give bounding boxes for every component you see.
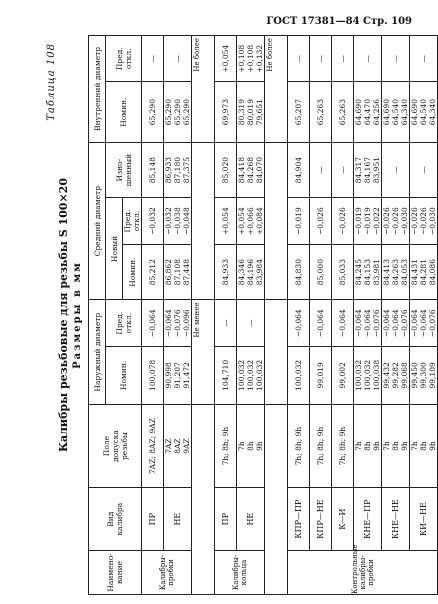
cell-worn: — [382, 142, 410, 198]
cell-worn: 84,317 84,167 83,951 [354, 142, 382, 198]
category-control: Контрольные калибры-пробки [288, 550, 438, 594]
table-row [164, 36, 192, 595]
cell-outer-deviation: −0,064 [142, 300, 164, 346]
cell-outer-deviation: — [237, 300, 265, 346]
note-not-more: Не более [192, 36, 215, 143]
table-row [382, 36, 410, 595]
cell-tolerance: 7h; 8h; 9h [288, 404, 310, 487]
cell-inner-deviation: — [382, 36, 410, 82]
cell-inner-deviation: +0,054 [215, 36, 237, 82]
cell-middle-nominal: 85,212 [142, 244, 164, 300]
cell-middle-deviation: −0,032 [142, 198, 164, 244]
cell-middle-deviation: −0,026 −0,026 −0,030 [410, 198, 438, 244]
cell-tolerance: 7h 8h 9h [382, 404, 410, 487]
cell-middle-nominal: 84,346 84,196 83,984 [237, 244, 265, 300]
table-row [332, 36, 354, 595]
cell-middle-nominal: 86,862 87,108 87,448 [164, 244, 192, 300]
cell-outer-nominal: 99,432 99,282 99,068 [382, 346, 410, 404]
header-outer-diameter: Наружный диаметр [89, 300, 106, 404]
cell-outer-nominal: 100,032 [288, 346, 310, 404]
table-head [89, 36, 142, 595]
table-subtitle: Размеры в мм [72, 261, 83, 369]
cell-outer-nominal: 100,078 [142, 346, 164, 404]
table-row [237, 36, 265, 595]
cell-middle-deviation: +0,054 +0,066 +0,084 [237, 198, 265, 244]
cell-inner-nominal: 80,319 80,019 79,651 [237, 82, 265, 142]
cell-worn: 85,148 [142, 142, 164, 198]
table-row [288, 36, 310, 595]
cell-outer-nominal: 100,032 100,032 100,038 [354, 346, 382, 404]
cell-inner-nominal: 64,690 64,470 64,256 [354, 82, 382, 142]
cell-view: К—И [332, 488, 354, 551]
category-rings: Калибры- кольца [215, 550, 265, 594]
table-row [310, 36, 332, 595]
cell-middle-deviation: −0,026 [310, 198, 332, 244]
cell-inner-deviation: — [142, 36, 164, 82]
cell-inner-deviation: — [164, 36, 192, 82]
cell-outer-deviation: −0,064 −0,076 −0,096 [164, 300, 192, 346]
cell-outer-nominal: 90,998 91,207 91,472 [164, 346, 192, 404]
cell-view: КИ—НЕ [410, 488, 438, 551]
cell-middle-nominal: 85,000 [310, 244, 332, 300]
cell-middle-deviation: −0,019 [288, 198, 310, 244]
cell-outer-nominal: 99,019 [310, 346, 332, 404]
cell-worn: — [410, 142, 438, 198]
cell-view: НЕ [164, 488, 192, 551]
cell-view: ПР [215, 488, 237, 551]
cell-tolerance: 7h 8h 9h [354, 404, 382, 487]
header-tolerance-field: Поле допуска резьбы [89, 404, 142, 487]
cell-view: КПР—НЕ [310, 488, 332, 551]
cell-middle-nominal: 84,413 84,263 84,053 [382, 244, 410, 300]
cell-inner-nominal: 65,290 [142, 82, 164, 142]
cell-tolerance: 7h 8h 9h [410, 404, 438, 487]
cell-middle-deviation: −0,026 [332, 198, 354, 244]
cell-middle-nominal: 84,431 84,281 84,086 [410, 244, 438, 300]
note-row [265, 36, 288, 595]
cell-outer-deviation: −0,064 −0,064 −0,076 [410, 300, 438, 346]
cell-inner-deviation: — [410, 36, 438, 82]
header-middle-nominal: Номин. [123, 244, 142, 300]
cell-outer-deviation: −0,064 −0,064 −0,076 [382, 300, 410, 346]
note-not-more: Не более [265, 36, 288, 143]
cell-outer-deviation: — [215, 300, 237, 346]
cell-middle-deviation: −0,032 −0,038 −0,048 [164, 198, 192, 244]
cell-tolerance: 7h 8h 9h [237, 404, 265, 487]
cell-outer-deviation: −0,064 [310, 300, 332, 346]
cell-middle-nominal: 85,033 [332, 244, 354, 300]
cell-view: КНЕ—ПР [354, 488, 382, 551]
calibers-table [88, 35, 438, 595]
cell-outer-deviation: −0,064 −0,064 −0,076 [354, 300, 382, 346]
cell-middle-nominal: 84,245 84,153 83,981 [354, 244, 382, 300]
table-row [142, 36, 164, 595]
cell-inner-deviation: — [310, 36, 332, 82]
table-title: Калибры резьбовые для резьбы S 100×20 [57, 178, 70, 452]
cell-middle-deviation: −0,026 −0,026 −0,030 [382, 198, 410, 244]
cell-inner-deviation: — [332, 36, 354, 82]
cell-outer-nominal: 99,450 99,300 99,109 [410, 346, 438, 404]
cell-inner-deviation: — [354, 36, 382, 82]
cell-tolerance: 7AZ 8AZ 9AZ [164, 404, 192, 487]
cell-tolerance: 7h; 8h; 9h [332, 404, 354, 487]
cell-view: КПР—ПР [288, 488, 310, 551]
header-middle-new: Новый [106, 198, 123, 300]
cell-tolerance: 7h; 8h; 9h [215, 404, 237, 487]
cell-outer-nominal: 100,032 100,032 100,032 [237, 346, 265, 404]
cell-middle-nominal: 84,933 [215, 244, 237, 300]
cell-view: ПР [142, 488, 164, 551]
header-middle-deviation: Пред. откл. [123, 198, 142, 244]
cell-middle-nominal: 84,830 [288, 244, 310, 300]
header-inner-nominal: Номин. [106, 82, 142, 142]
cell-inner-deviation: — [288, 36, 310, 82]
table-row [354, 36, 382, 595]
cell-tolerance: 7AZ; 8AZ; 9AZ [142, 404, 164, 487]
cell-worn: 86,933 87,180 87,375 [164, 142, 192, 198]
cell-outer-nominal: 104,710 [215, 346, 237, 404]
header-view: Вид калибра [89, 488, 142, 551]
table-row [215, 36, 237, 595]
cell-worn: — [332, 142, 354, 198]
cell-inner-nominal: 65,207 [288, 82, 310, 142]
header-outer-deviation: Пред. откл. [106, 300, 142, 346]
header-outer-nominal: Номин. [106, 346, 142, 404]
cell-worn: — [310, 142, 332, 198]
page-header: ГОСТ 17381—84 Стр. 109 [266, 16, 412, 27]
cell-middle-deviation: +0,054 [215, 198, 237, 244]
cell-tolerance: 7h; 8h; 9h [310, 404, 332, 487]
header-inner-deviation: Пред. откл. [106, 36, 142, 82]
header-middle-worn: Изно- шенный [106, 142, 142, 198]
cell-inner-nominal: 64,690 64,540 64,340 [410, 82, 438, 142]
table-body [142, 36, 438, 595]
cell-inner-nominal: 64,690 64,540 64,340 [382, 82, 410, 142]
cell-view: КНЕ—НЕ [382, 488, 410, 551]
table-row [410, 36, 438, 595]
cell-inner-nominal: 65,263 [310, 82, 332, 142]
cell-outer-nominal: 99,002 [332, 346, 354, 404]
note-row [192, 36, 215, 595]
cell-worn: 85,020 [215, 142, 237, 198]
cell-inner-nominal: 65,263 [332, 82, 354, 142]
cell-inner-nominal: 69,973 [215, 82, 237, 142]
note-not-less: Не менее [192, 300, 215, 404]
header-inner-diameter: Внутренний диаметр [89, 36, 106, 143]
header-middle-diameter: Средний диаметр [89, 142, 106, 300]
cell-inner-nominal: 65,290 65,290 65,290 [164, 82, 192, 142]
cell-worn: 84,904 [288, 142, 310, 198]
cell-inner-deviation: +0,108 +0,108 +0,132 [237, 36, 265, 82]
header-name: Наимено- вание [89, 550, 142, 594]
cell-worn: 84,418 84,268 84,070 [237, 142, 265, 198]
cell-middle-deviation: −0,019 −0,019 −0,022 [354, 198, 382, 244]
cell-outer-deviation: −0,064 [332, 300, 354, 346]
category-plugs: Калибры- пробки [142, 550, 192, 594]
table-label: Таблица 108 [46, 43, 57, 121]
rotated-table-block [44, 35, 437, 595]
cell-view: НЕ [237, 488, 265, 551]
cell-outer-deviation: −0,064 [288, 300, 310, 346]
